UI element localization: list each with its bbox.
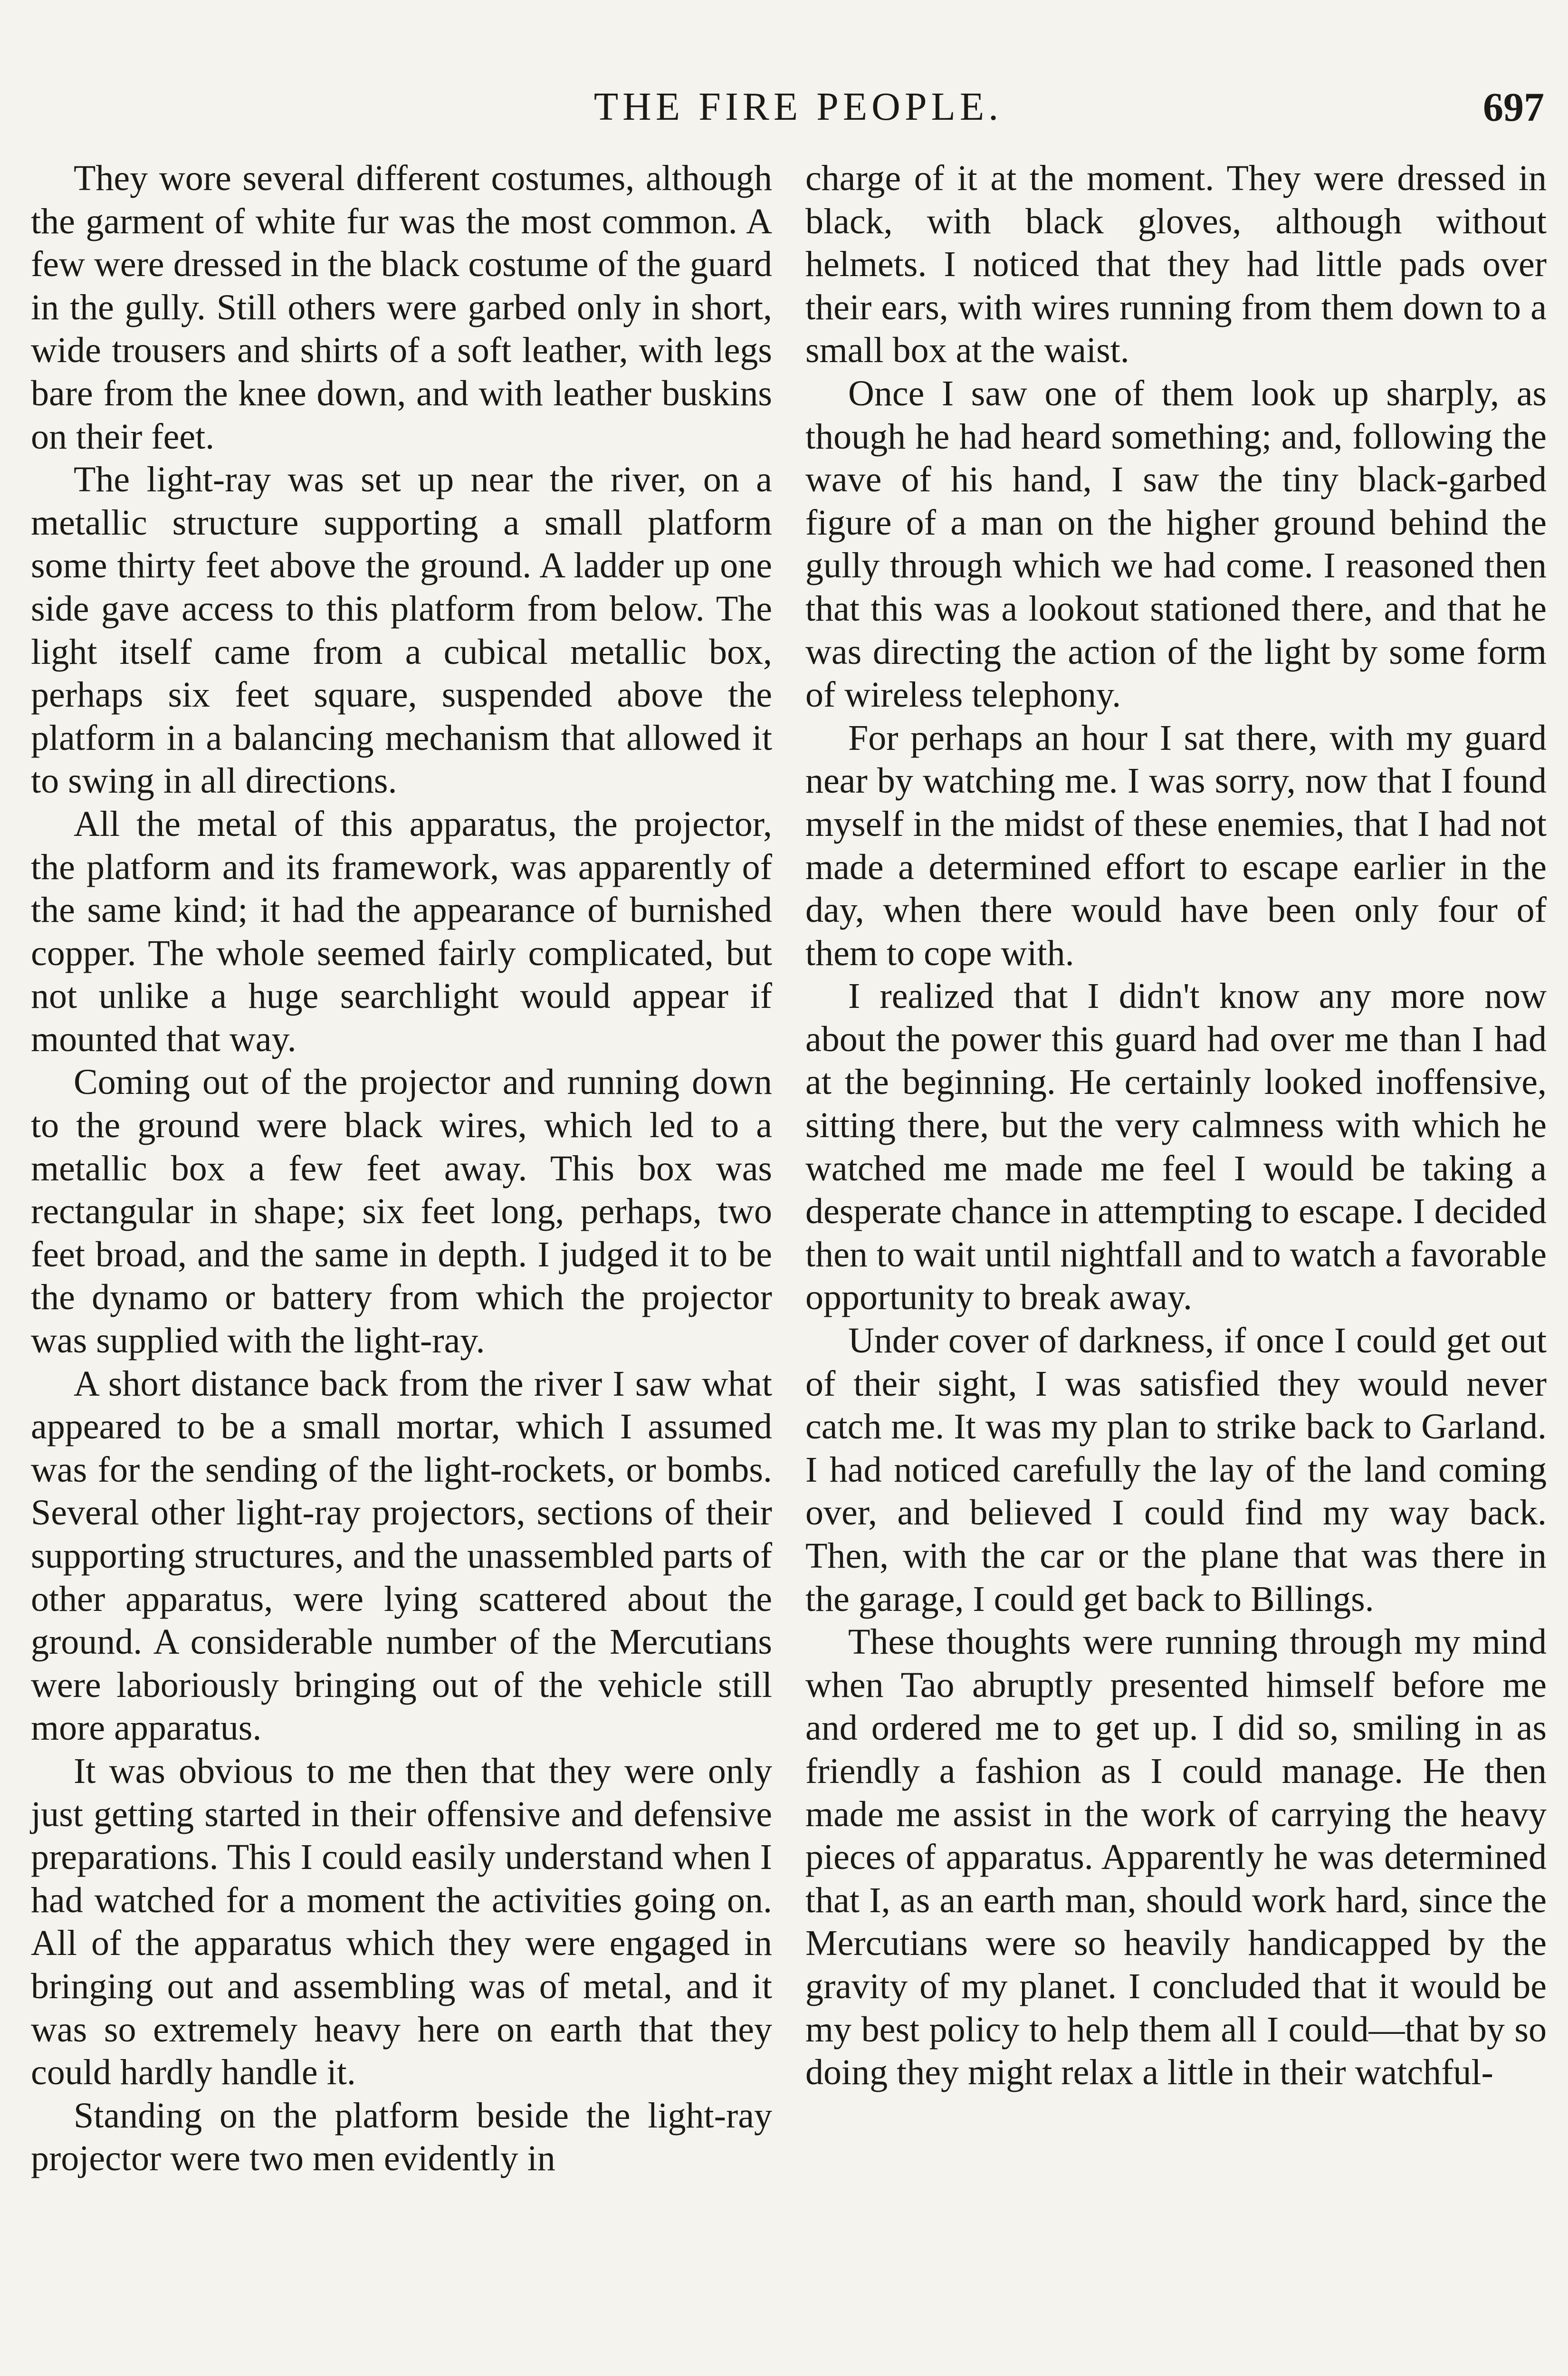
right-column bbox=[805, 157, 1547, 2094]
left-column bbox=[31, 157, 772, 2180]
paragraph: I realized that I didn't know any more now about the power this guard had over me than I had at the beginning. He certainly looked inoffensive, sitting there, but the very calmness with which he watched me made me feel I would be taking a desperate chance in attempting to escape. I decided then to wait until nightfall and to watch a favorable opportunity to break away. bbox=[805, 976, 1547, 1318]
paragraph: These thoughts were running through my mind when Tao abruptly presented himself before me and ordered me to get up. I did so, smiling in as friendly a fashion as I could manage. He then made me assist in the work of carrying the heavy pieces of apparatus. Apparently he was determined that I, as an earth man, should work hard, since the Mercutians were so heavily handicapped by the gravity of my planet. I concluded that it would be my best policy to help them all I could—that by so doing they might relax a little in their watchful- bbox=[805, 1622, 1547, 2093]
paragraph: They wore several different costumes, although the garment of white fur was the most common. A few were dressed in the black costume of the guard in the gully. Still others were garbed only in short, wide trousers and shirts of a soft leather, with legs bare from the knee down, and with leather buskins on their feet. bbox=[31, 158, 772, 457]
running-title: THE FIRE PEOPLE. bbox=[593, 85, 1003, 129]
paragraph: All the metal of this apparatus, the projector, the platform and its framework, was apparently of the same kind; it had the appearance of burnished copper. The whole seemed fairly complicated, but not unlike a huge searchlight would appear if mounted that way. bbox=[31, 804, 772, 1059]
paragraph: Coming out of the projector and running down to the ground were black wires, which led to a metallic box a few feet away. This box was rectangular in shape; six feet long, perhaps, two feet broad, and the same in depth. I judged it to be the dynamo or battery from which the projector was supplied with the light-ray. bbox=[31, 1062, 772, 1361]
paragraph-continuation: charge of it at the moment. They were dressed in black, with black gloves, although without helmets. I noticed that they had little pads over their ears, with wires running from them down to a small box at the waist. bbox=[805, 158, 1547, 371]
paragraph: Standing on the platform beside the light-ray projector were two men evidently in bbox=[31, 2095, 772, 2179]
paragraph: A short distance back from the river I saw what appeared to be a small mortar, which I assumed was for the sending of the light-rockets, or bombs. Several other light-ray projectors, sections of their supporting structures, and the unassembled parts of other apparatus, were lying scattered about the ground. A considerable number of the Mercutians were laboriously bringing out of the vehicle still more apparatus. bbox=[31, 1363, 772, 1748]
paragraph: For perhaps an hour I sat there, with my guard near by watching me. I was sorry, now that I found myself in the midst of these enemies, that I had not made a determined effort to escape earlier in the day, when there would have been only four of them to cope with. bbox=[805, 718, 1547, 973]
paragraph: Under cover of darkness, if once I could get out of their sight, I was satisfied they would never catch me. It was my plan to strike back to Garland. I had noticed carefully the lay of the land coming over, and believed I could find my way back. Then, with the car or the plane that was there in the garage, I could get back to Billings. bbox=[805, 1321, 1547, 1619]
page-number: 697 bbox=[1483, 84, 1544, 130]
paragraph: The light-ray was set up near the river, on a metallic structure supporting a small platform some thirty feet above the ground. A ladder up one side gave access to this platform from below. The light itself came from a cubical metallic box, perhaps six feet square, suspended above the platform in a balancing mechanism that allowed it to swing in all directions. bbox=[31, 460, 772, 801]
page-header bbox=[0, 78, 1568, 135]
paragraph: Once I saw one of them look up sharply, as though he had heard something; and, following the wave of his hand, I saw the tiny black-garbed figure of a man on the higher ground behind the gully through which we had come. I reasoned then that this was a lookout stationed there, and that he was directing the action of the light by some form of wireless telephony. bbox=[805, 373, 1547, 715]
paragraph: It was obvious to me then that they were only just getting started in their offensive and defensive preparations. This I could easily understand when I had watched for a moment the activities going on. All of the apparatus which they were engaged in bringing out and assembling was of metal, and it was so extremely heavy here on earth that they could hardly handle it. bbox=[31, 1751, 772, 2093]
